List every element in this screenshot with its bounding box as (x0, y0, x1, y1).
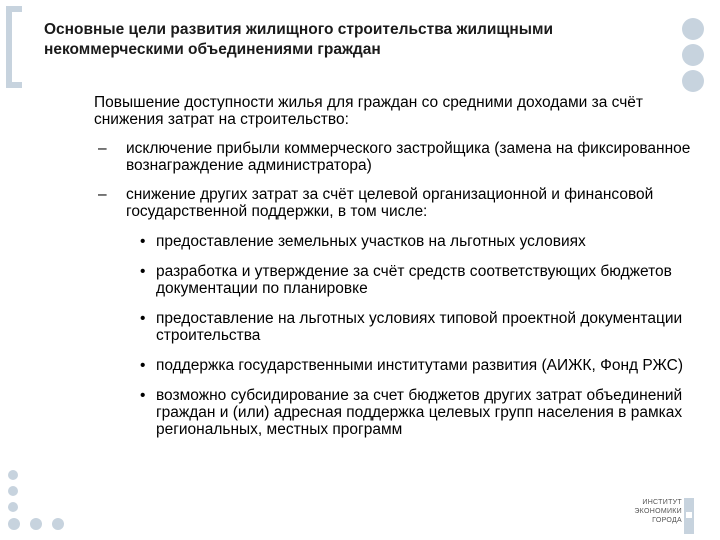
bullet-list-item: • возможно субсидирование за счет бюджетов других затрат объединений граждан и (или) адресная поддержка целевых групп населения в рамках региональных, местных программ (94, 387, 694, 438)
logo-line: ЭКОНОМИКИ (634, 508, 682, 515)
intro-paragraph: Повышение доступности жилья для граждан со средними доходами за счёт снижения затрат на строительство: (94, 94, 644, 128)
logo-line: ГОРОДА (652, 517, 682, 524)
decor-dot (52, 518, 64, 530)
decor-dot (682, 44, 704, 66)
bullet-list-item: • поддержка государственными институтами развития (АИЖК, Фонд РЖС) (94, 357, 694, 374)
institute-logo (626, 498, 692, 536)
dash-list-item: – исключение прибыли коммерческого застройщика (замена на фиксированное вознаграждение администратора) (94, 140, 694, 174)
logo-mark-inner (686, 512, 692, 518)
decor-dot (682, 70, 704, 92)
bullet-list-item: • предоставление земельных участков на льготных условиях (94, 233, 694, 250)
decor-dot (8, 486, 18, 496)
bullet-list-item: • разработка и утверждение за счёт средств соответствующих бюджетов документации по планировке (94, 263, 694, 297)
decor-dot (682, 18, 704, 40)
decor-dot (30, 518, 42, 530)
bullet-list-item: • предоставление на льготных условиях типовой проектной документации строительства (94, 310, 694, 344)
decor-dot (8, 502, 18, 512)
decor-dot (8, 470, 18, 480)
slide-body (94, 94, 694, 438)
title-bracket-decoration (6, 6, 22, 88)
dash-list-item: – снижение других затрат за счёт целевой организационной и финансовой государственной поддержки, в том числе: (94, 186, 694, 220)
decor-dot (8, 518, 20, 530)
logo-line: ИНСТИТУТ (642, 499, 682, 506)
slide-title: Основные цели развития жилищного строительства жилищными некоммерческими объединениями граждан (44, 21, 554, 58)
